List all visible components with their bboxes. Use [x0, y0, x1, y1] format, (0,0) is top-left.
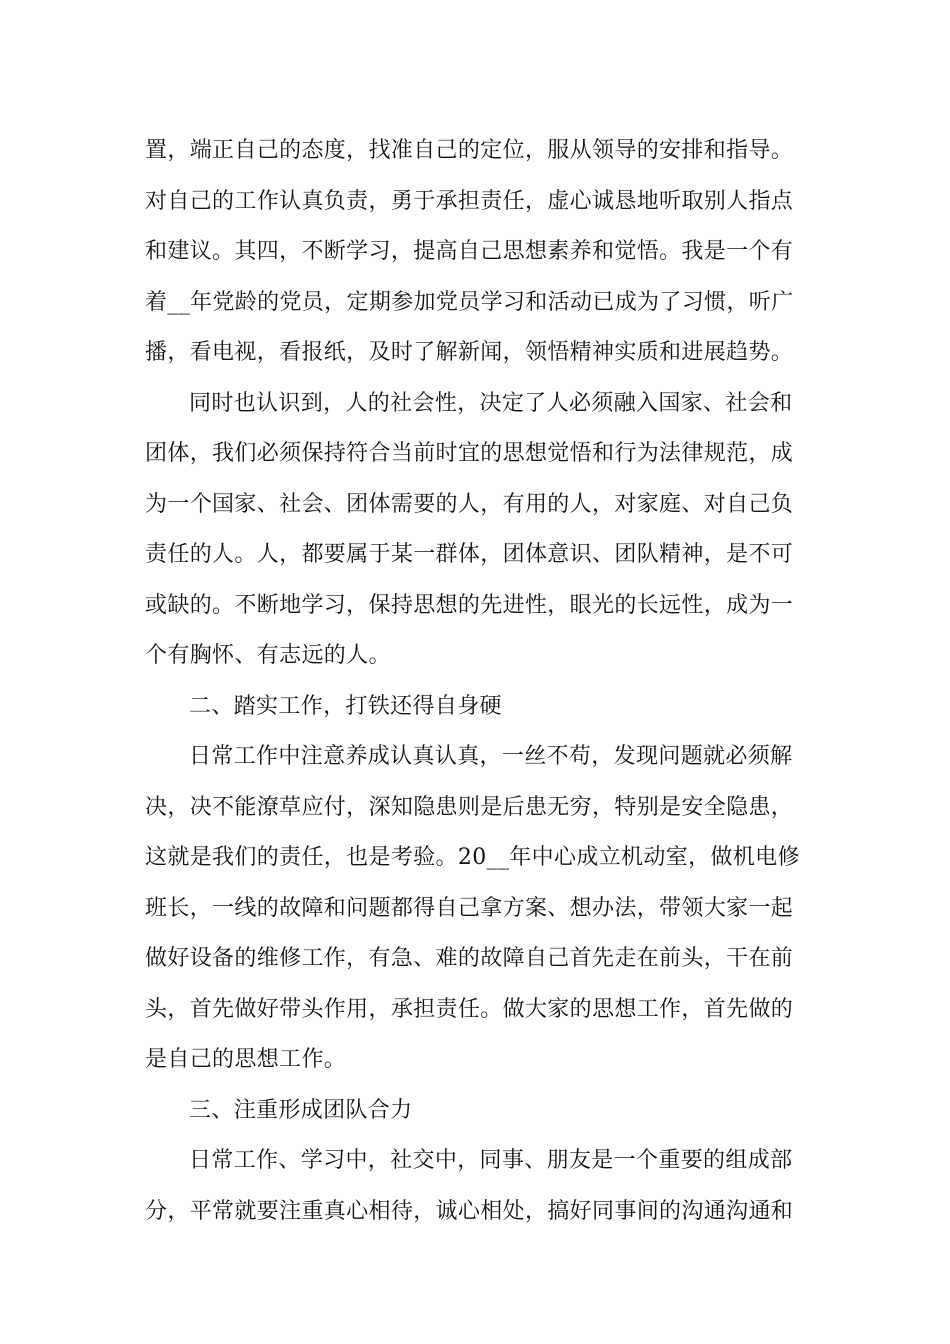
text-line: 班长，一线的故障和问题都得自己拿方案、想办法，带领大家一起: [145, 895, 794, 921]
document-body: [145, 126, 810, 1237]
text-line: 播，看电视，看报纸，及时了解新闻，领悟精神实质和进展趋势。: [145, 340, 794, 365]
text-line: 分，平常就要注重真心相待，诚心相处，搞好同事间的沟通沟通和: [145, 1198, 794, 1224]
text-line: 决，决不能潦草应付，深知隐患则是后患无穷，特别是安全隐患，: [145, 794, 794, 820]
text-line: 置，端正自己的态度，找准自己的定位，服从领导的安排和指导。: [145, 138, 794, 163]
text-line: 个有胸怀、有志远的人。: [145, 643, 391, 668]
paragraph-start-line: 日常工作中注意养成认真认真，一丝不苟，发现问题就必须解: [189, 744, 793, 769]
text-line: 和建议。其四，不断学习，提高自己思想素养和觉悟。我是一个有: [145, 239, 794, 264]
section-heading: 三、注重形成团队合力: [189, 1097, 413, 1123]
text-line: 对自己的工作认真负责，勇于承担责任，虚心诚恳地听取别人指点: [145, 188, 794, 214]
text-line: 头，首先做好带头作用，承担责任。做大家的思想工作，首先做的: [145, 996, 794, 1022]
text-line: 是自己的思想工作。: [145, 1047, 347, 1072]
text-line: 这就是我们的责任，也是考验。20__年中心成立机动室，做机电修: [145, 845, 800, 870]
text-line: 做好设备的维修工作，有急、难的故障自己首先走在前头，干在前: [145, 946, 794, 971]
text-line: 或缺的。不断地学习，保持思想的先进性，眼光的长远性，成为一: [145, 592, 794, 618]
section-heading: 二、踏实工作，打铁还得自身硬: [189, 693, 502, 719]
text-line: 着__年党龄的党员，定期参加党员学习和活动已成为了习惯，听广: [145, 289, 794, 315]
text-line: 责任的人。人，都要属于某一群体，团体意识、团队精神，是不可: [145, 542, 794, 567]
text-line: 为一个国家、社会、团体需要的人，有用的人，对家庭、对自己负: [145, 491, 794, 517]
paragraph-start-line: 日常工作、学习中，社交中，同事、朋友是一个重要的组成部: [189, 1148, 793, 1173]
text-line: 团体，我们必须保持符合当前时宜的思想觉悟和行为法律规范，成: [145, 441, 794, 466]
paragraph-start-line: 同时也认识到，人的社会性，决定了人必须融入国家、社会和: [189, 390, 793, 416]
